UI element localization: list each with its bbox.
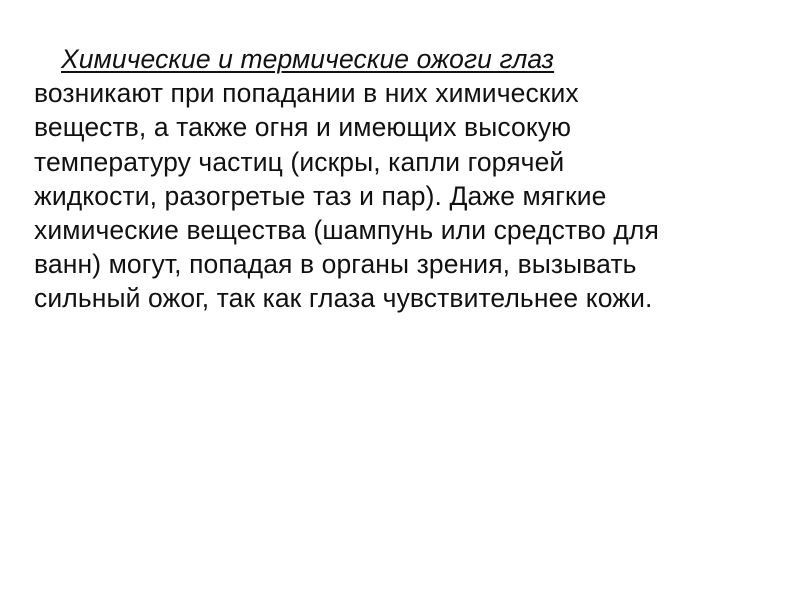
- paragraph-line: температуру частиц (искры, капли горячей: [34, 146, 565, 177]
- paragraph-line: веществ, а также огня и имеющих высокую: [34, 112, 572, 143]
- paragraph-line: возникают при попадании в них химических: [34, 78, 579, 109]
- heading-term: Химические и термические ожоги глаз: [61, 44, 555, 74]
- paragraph-line: сильный ожог, так как глаза чувствительнее кожи.: [34, 283, 653, 314]
- paragraph-first-line: [34, 42, 784, 76]
- paragraph-line: химические вещества (шампунь или средство для: [34, 215, 659, 246]
- body-paragraph: [34, 42, 784, 316]
- paragraph-line: жидкости, разогретые таз и пар). Даже мягкие: [34, 180, 607, 211]
- paragraph-line: ванн) могут, попадая в органы зрения, вызывать: [34, 249, 637, 280]
